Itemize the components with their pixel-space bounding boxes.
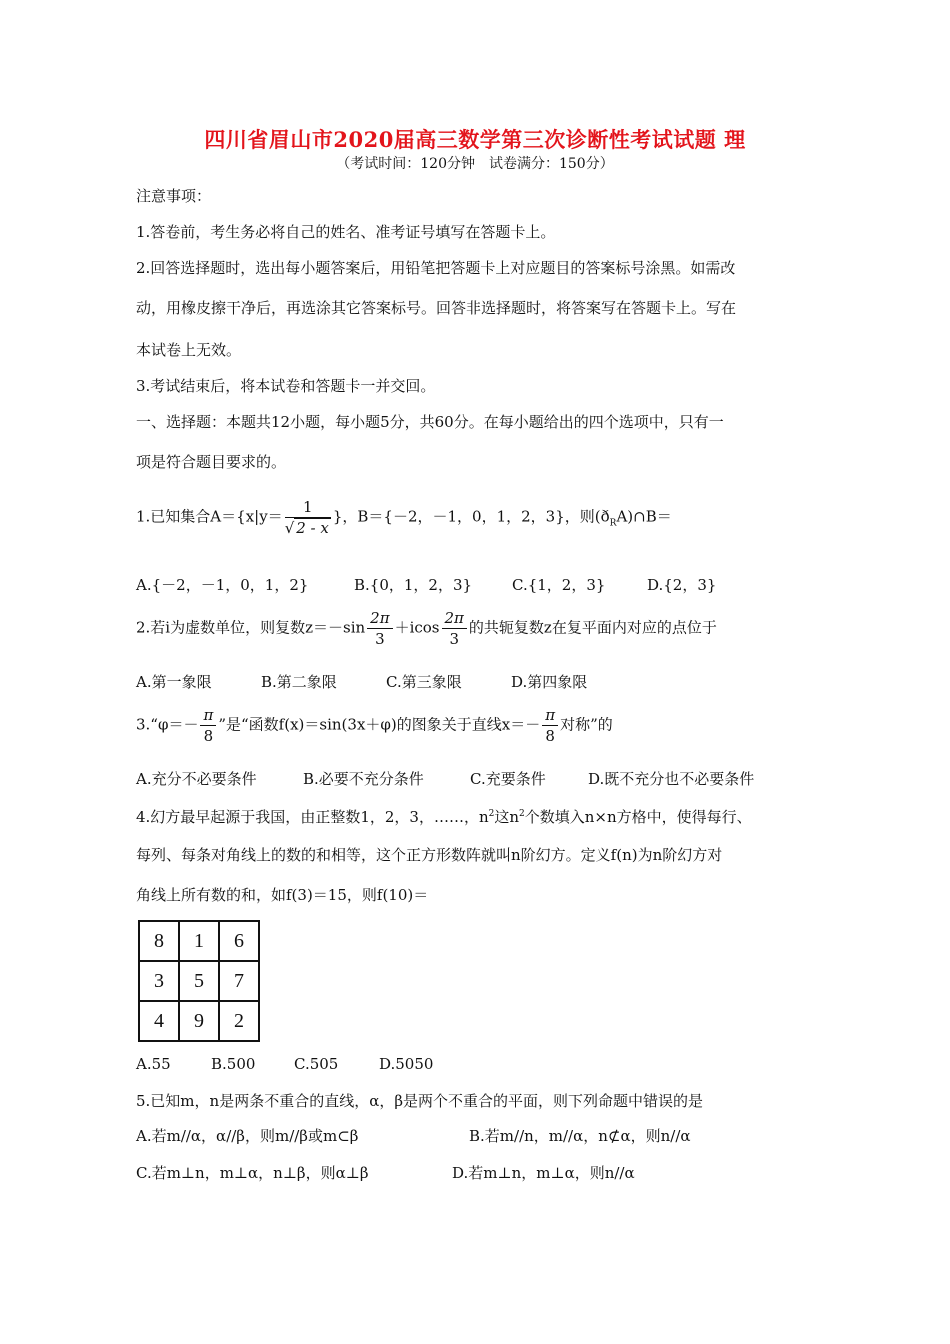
magic-square-cell: 8 (139, 921, 179, 961)
question-4-line-1 (136, 804, 752, 827)
q2-frac2-den: 3 (449, 630, 459, 648)
q3-pre: 3.“φ＝－ (136, 715, 199, 734)
magic-square-cell: 4 (139, 1001, 179, 1041)
q2-option-b: B.第二象限 (261, 673, 337, 691)
question-3-stem (136, 705, 613, 746)
notice-item-3: 3.考试结束后，将本试卷和答题卡一并交回。 (136, 377, 436, 395)
q4-sup-2: 2 (519, 809, 525, 819)
q3-option-b: B.必要不充分条件 (303, 770, 424, 788)
q5-option-d: D.若m⊥n，m⊥α，则n//α (452, 1164, 635, 1182)
q1-option-a: A.{－2，－1，0，1，2} (136, 576, 309, 594)
notice-heading: 注意事项： (136, 187, 212, 205)
q2-frac1-den: 3 (375, 630, 385, 648)
q1-post-2: A)∩B＝ (616, 507, 672, 526)
magic-square-row (139, 1001, 259, 1041)
q3-post: 对称”的 (560, 715, 613, 734)
q4-sup-1: 2 (488, 809, 495, 819)
q1-complement-sub: R (609, 518, 617, 529)
question-1-stem (136, 497, 672, 538)
section-heading-line-2: 项是符合题目要求的。 (136, 453, 287, 471)
q4-option-a: A.55 (136, 1055, 171, 1073)
q4-l1a: 4.幻方最早起源于我国，由正整数1，2，3，……，n (136, 808, 489, 826)
q4-l1b: 这n (494, 808, 520, 826)
magic-square-cell: 7 (219, 961, 259, 1001)
q2-mid: ＋icos (394, 618, 440, 637)
q3-fraction-2 (542, 705, 558, 746)
notice-item-2-line-3: 本试卷上无效。 (136, 341, 242, 359)
q1-option-b: B.{0，1，2，3} (354, 576, 473, 594)
magic-square-row (139, 961, 259, 1001)
q3-option-d: D.既不充分也不必要条件 (588, 770, 755, 788)
q2-frac2-num: 2π (442, 608, 467, 629)
q4-l1c: 个数填入n×n方格中，使得每行、 (524, 808, 752, 826)
magic-square-cell: 9 (179, 1001, 219, 1041)
exam-info: （考试时间：120分钟 试卷满分：150分） (336, 156, 614, 172)
q5-option-c: C.若m⊥n，m⊥α，n⊥β，则α⊥β (136, 1164, 369, 1182)
q1-fraction (285, 497, 331, 538)
q2-fraction-1 (367, 608, 392, 649)
q4-option-c: C.505 (294, 1055, 339, 1073)
q2-option-a: A.第一象限 (136, 673, 212, 691)
q1-post: }，B＝{－2，－1，0，1，2，3}，则( (332, 507, 601, 526)
magic-square-cell: 3 (139, 961, 179, 1001)
notice-item-2-line-1: 2.回答选择题时，选出每小题答案后，用铅笔把答题卡上对应题目的答案标号涂黑。如需改 (136, 259, 736, 277)
q1-option-c: C.{1，2，3} (512, 576, 606, 594)
question-5-stem: 5.已知m，n是两条不重合的直线，α，β是两个不重合的平面，则下列命题中错误的是 (136, 1092, 704, 1110)
magic-square-cell: 5 (179, 961, 219, 1001)
q3-option-c: C.充要条件 (470, 770, 546, 788)
magic-square-row (139, 921, 259, 961)
q1-radicand: 2 - x (296, 519, 329, 537)
q3-frac2-den: 8 (545, 727, 555, 745)
q3-mid: ”是“函数f(x)＝sin(3x＋φ)的图象关于直线x＝－ (218, 715, 541, 734)
q2-fraction-2 (442, 608, 467, 649)
q1-complement-symbol: ð (600, 507, 610, 526)
magic-square-cell: 1 (179, 921, 219, 961)
q4-option-b: B.500 (211, 1055, 256, 1073)
q4-option-d: D.5050 (379, 1055, 434, 1073)
q3-option-a: A.充分不必要条件 (136, 770, 257, 788)
q3-frac1-den: 8 (203, 727, 214, 745)
notice-item-2-line-2: 动，用橡皮擦干净后，再选涂其它答案标号。回答非选择题时，将答案写在答题卡上。写在 (136, 299, 737, 317)
q1-pre: 1.已知集合A＝{x|y＝ (136, 507, 283, 526)
q1-frac-den: √ 2 - x (284, 519, 329, 537)
section-heading-line-1: 一、选择题：本题共12小题，每小题5分，共60分。在每小题给出的四个选项中，只有一 (136, 413, 724, 431)
q1-option-d: D.{2，3} (647, 576, 717, 594)
q2-option-d: D.第四象限 (511, 673, 588, 691)
q3-fraction-1 (200, 705, 216, 746)
q3-frac2-num: π (542, 705, 558, 726)
question-2-stem (136, 608, 717, 649)
magic-square (138, 920, 260, 1042)
question-4-line-2: 每列、每条对角线上的数的和相等，这个正方形数阵就叫n阶幻方。定义f(n)为n阶幻方对 (136, 846, 723, 864)
q5-option-a: A.若m//α，α//β，则m//β或m⊂β (136, 1127, 359, 1145)
q2-option-c: C.第三象限 (386, 673, 462, 691)
q3-frac1-num: π (200, 705, 216, 726)
question-4-line-3: 角线上所有数的和，如f(3)＝15，则f(10)＝ (136, 886, 429, 904)
q2-frac1-num: 2π (367, 608, 392, 629)
q1-frac-num: 1 (285, 497, 331, 518)
q2-pre: 2.若i为虚数单位，则复数z＝－sin (136, 618, 366, 637)
q2-post: 的共轭复数z在复平面内对应的点位于 (468, 618, 717, 637)
q5-option-b: B.若m//n，m//α，n⊄α，则n//α (469, 1127, 691, 1145)
magic-square-cell: 6 (219, 921, 259, 961)
page-title: 四川省眉山市2020届高三数学第三次诊断性考试试题 理 (204, 127, 746, 152)
notice-item-1: 1.答卷前，考生务必将自己的姓名、准考证号填写在答题卡上。 (136, 223, 556, 241)
magic-square-cell: 2 (219, 1001, 259, 1041)
